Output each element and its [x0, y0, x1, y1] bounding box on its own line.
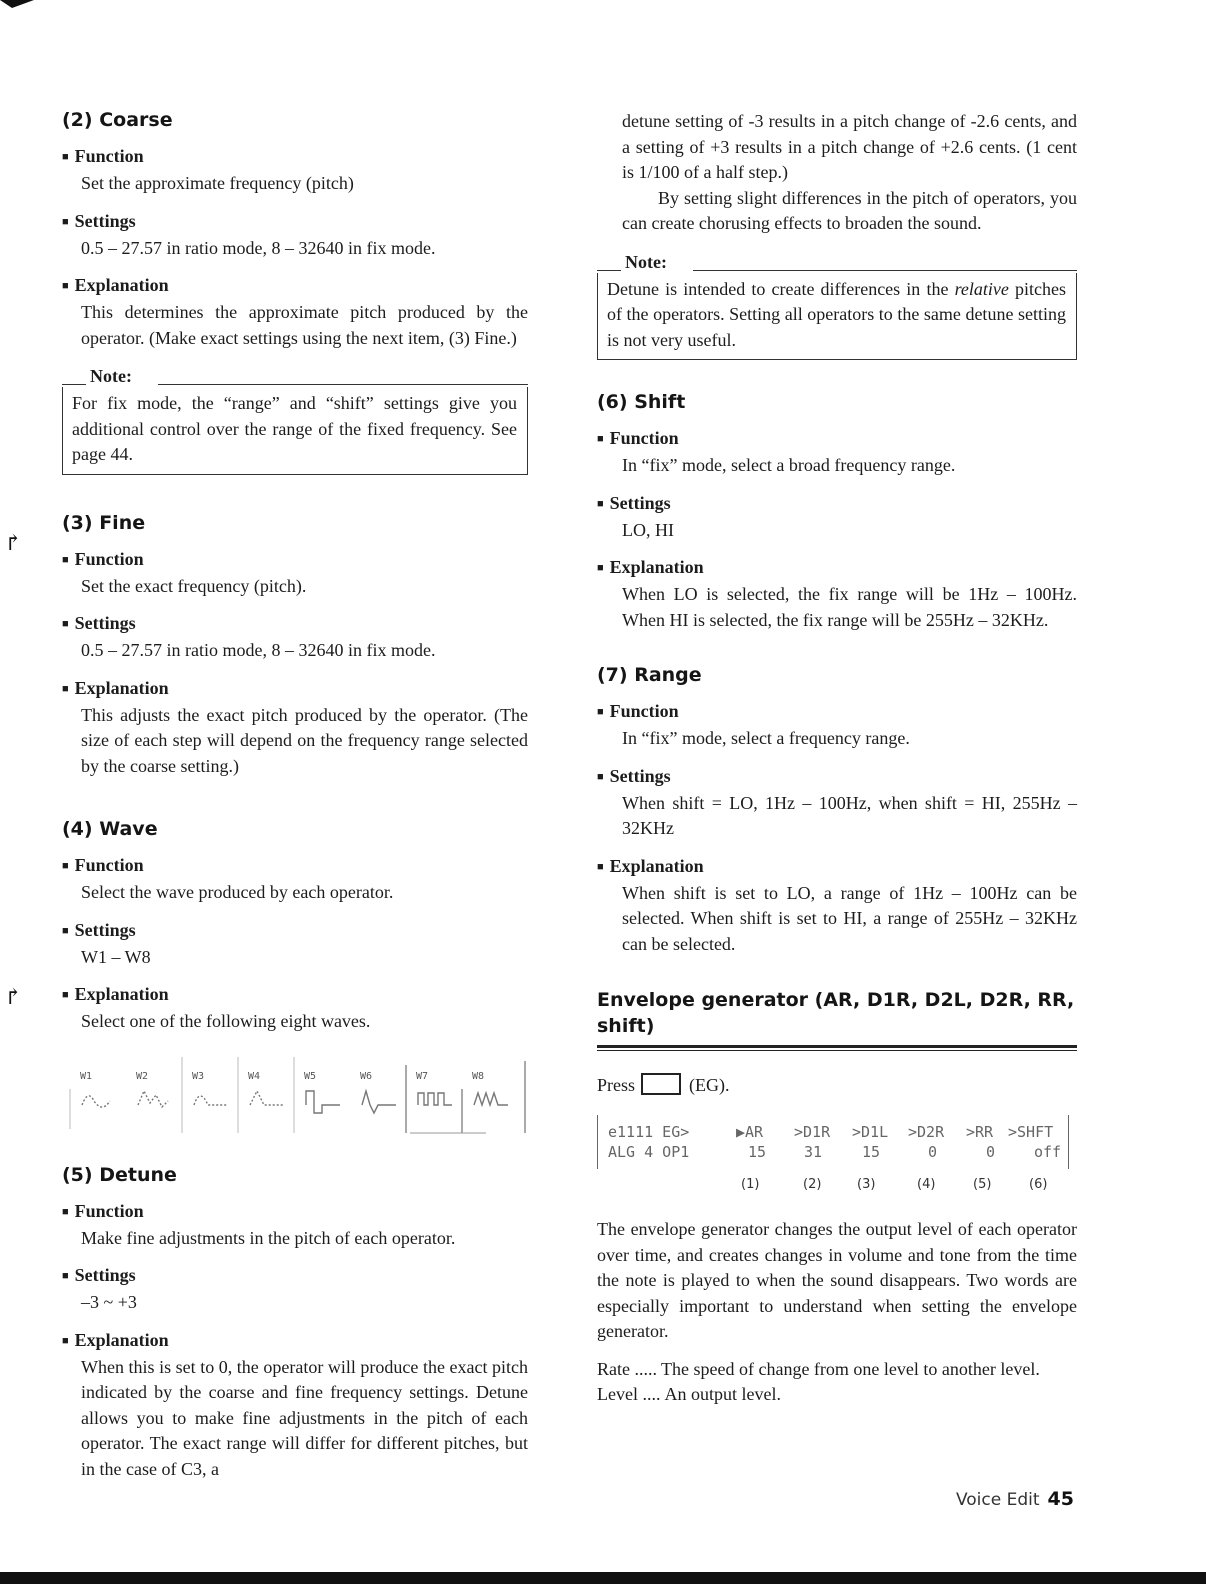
section-title: (2) Coarse	[62, 109, 173, 131]
settings-label: ■ Settings	[62, 611, 528, 638]
note-text: For fix mode, the “range” and “shift” settings give you additional control over the range of the fixed frequency. See page 44.	[62, 387, 528, 475]
lcd-cell: >D1L	[852, 1123, 889, 1141]
eg-button-icon	[641, 1073, 681, 1095]
settings-label: ■ Settings	[62, 918, 528, 945]
lcd-index: (3)	[857, 1177, 876, 1192]
explanation-label: ■ Explanation	[62, 982, 528, 1009]
explanation-text: When shift is set to LO, a range of 1Hz – 100Hz can be selected. When shift is set to HI, a range of 255Hz – 32KHz can be selected.	[622, 882, 1077, 954]
section-detune-continued	[597, 109, 1077, 360]
explanation-label: ■ Explanation	[62, 1328, 528, 1355]
corner-mark	[0, 0, 34, 10]
settings-label: ■ Settings	[597, 491, 1077, 518]
lcd-cell: 15	[748, 1143, 767, 1161]
waveform-label: W7	[416, 1070, 429, 1082]
lcd-cell: 15	[862, 1143, 881, 1161]
function-label: ■ Function	[62, 144, 528, 171]
lcd-screen	[597, 1115, 1069, 1169]
press-instruction	[597, 1073, 1077, 1097]
explanation-text: When this is set to 0, the operator will produce the exact pitch indicated by the coarse and fine frequency settings. Detune allows you to make fine adjustments in the pitch of each operator. The exact range will differ for different pitches, but in the case of C3, a	[81, 1356, 528, 1479]
lcd-cell: 0	[986, 1143, 996, 1161]
note-box	[62, 365, 528, 475]
section-coarse	[62, 108, 528, 475]
waveform-strip	[62, 1049, 528, 1141]
section-shift	[597, 390, 1077, 633]
section-wave	[62, 817, 528, 1141]
lcd-index: (5)	[973, 1177, 992, 1192]
section-title: (6) Shift	[597, 391, 686, 413]
settings-text: When shift = LO, 1Hz – 100Hz, when shift = HI, 255Hz – 32KHz	[622, 792, 1077, 838]
function-text: In “fix” mode, select a frequency range.	[622, 728, 910, 748]
explanation-label: ■ Explanation	[597, 854, 1077, 881]
explanation-text: This adjusts the exact pitch produced by the operator. (The size of each step will depend on the frequency range selected by the coarse setting.)	[81, 704, 528, 776]
press-label: Press	[597, 1075, 636, 1095]
detune-continued-text: detune setting of -3 results in a pitch change of -2.6 cents, and a setting of +3 results in a pitch change of +2.6 cents. (1 cent is 1/100 of a half step.)	[622, 111, 1077, 182]
function-text: Make fine adjustments in the pitch of each operator.	[81, 1227, 456, 1248]
settings-text: –3 ~ +3	[81, 1292, 137, 1312]
lcd-cell: 31	[804, 1143, 823, 1161]
section-title: (4) Wave	[62, 818, 158, 840]
explanation-text: This determines the approximate pitch produced by the operator. (Make exact settings using the next item, (3) Fine.)	[81, 302, 528, 348]
lcd-cell: ▶AR	[736, 1123, 764, 1141]
explanation-label: ■ Explanation	[62, 273, 528, 300]
section-fine	[62, 511, 528, 780]
settings-label: ■ Settings	[62, 209, 528, 236]
explanation-label: ■ Explanation	[62, 676, 528, 703]
section-envelope-generator	[597, 987, 1077, 1408]
press-key-name: (EG).	[689, 1075, 730, 1095]
waveform-label: W5	[304, 1070, 317, 1082]
eg-description: The envelope generator changes the output level of each operator over time, and creates changes in volume and tone from the time the note is played to when the sound disappears. Two words are especially important to understand when setting the envelope generator.	[597, 1219, 1077, 1341]
function-label: ■ Function	[62, 853, 528, 880]
lcd-index-row	[597, 1177, 1067, 1197]
section-detune	[62, 1163, 528, 1483]
note-box	[597, 251, 1077, 361]
settings-text: W1 – W8	[81, 946, 151, 967]
definition-rate	[597, 1357, 1077, 1383]
explanation-text: When LO is selected, the fix range will be 1Hz – 100Hz. When HI is selected, the fix range will be 255Hz – 32KHz.	[622, 584, 1077, 630]
note-text-emphasis: relative	[954, 278, 1009, 299]
function-text: Set the approximate frequency (pitch)	[81, 173, 354, 193]
lcd-index: (6)	[1029, 1177, 1048, 1192]
lcd-cell: 0	[928, 1143, 938, 1161]
settings-label: ■ Settings	[62, 1263, 528, 1290]
lcd-cell: >SHFT	[1008, 1123, 1054, 1141]
definition-level	[597, 1382, 1077, 1408]
explanation-label: ■ Explanation	[597, 555, 1077, 582]
section-range	[597, 663, 1077, 957]
function-text: In “fix” mode, select a broad frequency range.	[622, 455, 956, 475]
note-label: Note:	[597, 251, 1077, 273]
note-text-part: Detune is intended to create differences in the	[607, 278, 955, 299]
lcd-index: (4)	[917, 1177, 936, 1192]
lcd-display	[597, 1115, 1077, 1203]
function-label: ■ Function	[597, 426, 1077, 453]
lcd-cell: e1111 EG>	[608, 1123, 690, 1141]
function-label: ■ Function	[62, 1199, 528, 1226]
function-label: ■ Function	[62, 547, 528, 574]
waveform-label: W6	[360, 1070, 373, 1082]
section-title: (5) Detune	[62, 1163, 177, 1186]
lcd-cell: ALG 4 OP1	[608, 1143, 690, 1161]
section-title: (7) Range	[597, 664, 702, 686]
lcd-index: (2)	[803, 1177, 822, 1192]
settings-text: LO, HI	[622, 519, 674, 540]
settings-label: ■ Settings	[597, 764, 1077, 791]
lcd-cell: >D1R	[794, 1123, 831, 1141]
definition-text: The speed of change from one level to another level.	[661, 1358, 1040, 1379]
margin-pencil-mark-icon: ↱	[4, 984, 23, 1009]
waveform-dividers	[62, 1049, 528, 1141]
lcd-cell: off	[1034, 1143, 1062, 1161]
waveform-label: W1	[80, 1070, 93, 1082]
lcd-cell: >D2R	[908, 1123, 945, 1141]
right-column	[597, 100, 1077, 1408]
bottom-edge-bar	[0, 1572, 1206, 1584]
note-text	[597, 273, 1077, 361]
footer-section: Voice Edit	[955, 1490, 1040, 1510]
left-column	[62, 100, 528, 1482]
definition-text: An output level.	[664, 1384, 781, 1404]
definition-term: Level ....	[597, 1384, 661, 1404]
explanation-text: Select one of the following eight waves.	[81, 1011, 371, 1031]
settings-text: 0.5 – 27.57 in ratio mode, 8 – 32640 in fix mode.	[81, 640, 436, 660]
page-footer	[956, 1488, 1074, 1510]
lcd-cell: >RR	[966, 1123, 994, 1141]
settings-text: 0.5 – 27.57 in ratio mode, 8 – 32640 in fix mode.	[81, 237, 436, 258]
waveform-label: W3	[192, 1070, 205, 1082]
margin-pencil-mark-icon: ↱	[4, 530, 23, 555]
lcd-row-2	[598, 1143, 1068, 1163]
definition-term: Rate .....	[597, 1358, 657, 1379]
lcd-row-1	[598, 1123, 1068, 1143]
waveform-label: W2	[136, 1070, 149, 1082]
page-number: 45	[1047, 1488, 1074, 1510]
function-text: Set the exact frequency (pitch).	[81, 575, 307, 596]
detune-chorus-text: By setting slight differences in the pitch of operators, you can create chorusing effects to broaden the sound.	[622, 187, 1077, 233]
note-label: Note:	[62, 365, 528, 387]
waveform-label: W4	[248, 1070, 261, 1082]
function-text: Select the wave produced by each operator.	[81, 882, 394, 902]
note-text-part: pitches of the operators. Setting all operators to the same detune setting is not very useful.	[607, 278, 1066, 350]
waveform-label: W8	[472, 1070, 485, 1082]
section-title: Envelope generator (AR, D1R, D2L, D2R, RR, shift)	[597, 987, 1077, 1048]
lcd-index: (1)	[741, 1177, 760, 1192]
title-underline	[597, 1050, 1077, 1051]
function-label: ■ Function	[597, 699, 1077, 726]
section-title: (3) Fine	[62, 511, 146, 534]
